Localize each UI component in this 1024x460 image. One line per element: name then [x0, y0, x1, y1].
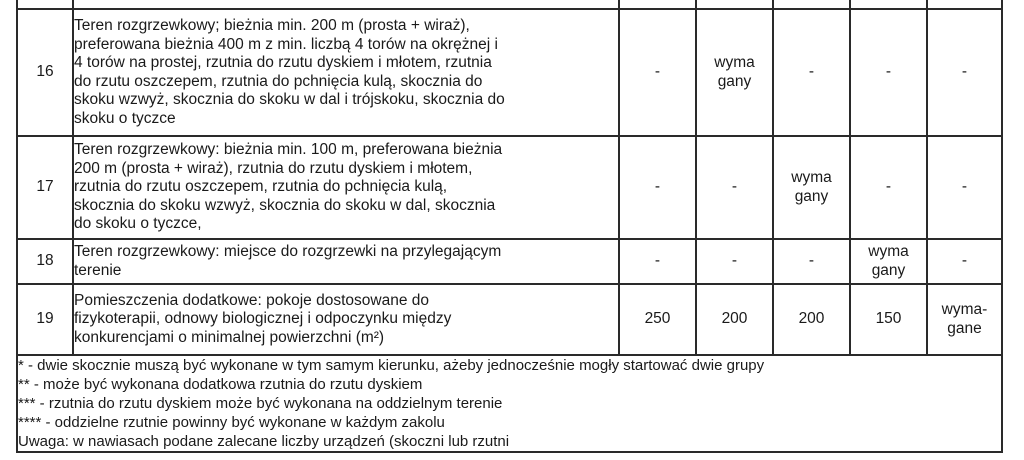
description-line: konkurencjami o minimalnej powierzchni (m²)	[74, 328, 385, 346]
value-cell	[927, 284, 1002, 355]
facility-requirements-table	[16, 0, 1003, 453]
description-line: do skoku o tyczce,	[74, 215, 202, 233]
value-text: -	[961, 63, 968, 81]
value-text: wyma	[868, 243, 909, 260]
value-cell	[619, 239, 696, 284]
value-text: gany	[871, 261, 906, 279]
description-line: Teren rozgrzewkowy: miejsce do rozgrzewki na przylegającym	[74, 243, 502, 260]
value-cell	[927, 136, 1002, 239]
notes-row	[17, 355, 1002, 452]
footnote-line: **** - oddzielne rzutnie powinny być wykonane w każdym zakolu	[18, 414, 445, 431]
value-cell	[696, 239, 773, 284]
value-cell	[850, 136, 927, 239]
value-text: -	[808, 252, 815, 270]
row-number: 19	[17, 284, 73, 355]
row-description	[73, 284, 619, 355]
value-text: -	[961, 252, 968, 270]
description-line: skoku wzwyż, skocznia do skoku w dal i trójskoku, skocznia do	[74, 91, 505, 108]
value-cell	[927, 239, 1002, 284]
value-cell	[850, 284, 927, 355]
value-text: -	[885, 178, 892, 196]
footnote-line: ** - może być wykonana dodatkowa rzutnia do rzutu dyskiem	[18, 376, 423, 393]
description-line: Teren rozgrzewkowy: bieżnia min. 100 m, preferowana bieżnia	[74, 141, 503, 159]
description-line: terenie	[74, 261, 122, 279]
value-text: -	[731, 178, 738, 196]
footnote-line: * - dwie skocznie muszą być wykonane w tym samym kierunku, ażeby jednocześnie mogły startować dwie grupy	[18, 357, 765, 374]
value-text: 150	[875, 310, 902, 328]
description-line: fizykoterapii, odnowy biologicznej i odpoczynku między	[74, 310, 452, 328]
row-number: 17	[17, 136, 73, 239]
value-text: 200	[721, 310, 748, 328]
description-line: skocznia do skoku wzwyż, skocznia do skoku w dal, skocznia	[74, 196, 496, 214]
value-text: -	[654, 252, 661, 270]
value-text: wyma-	[941, 301, 988, 318]
row-number: 18	[17, 239, 73, 284]
table-row	[17, 284, 1002, 355]
description-line: rzutnia do rzutu oszczepem, rzutnia do pchnięcia kulą,	[74, 178, 448, 196]
value-cell	[619, 9, 696, 136]
footnote-line: *** - rzutnia do rzutu dyskiem może być wykonana na oddzielnym terenie	[18, 395, 503, 412]
value-cell	[850, 239, 927, 284]
value-cell	[696, 284, 773, 355]
value-cell	[696, 136, 773, 239]
value-text: -	[961, 178, 968, 196]
value-cell	[619, 136, 696, 239]
value-text: -	[654, 63, 661, 81]
value-text: -	[808, 63, 815, 81]
value-text: wyma	[714, 54, 755, 71]
description-line: Pomieszczenia dodatkowe: pokoje dostosowane do	[74, 291, 430, 309]
row-description	[73, 136, 619, 239]
value-text: 250	[644, 310, 671, 328]
value-text: 200	[798, 310, 825, 328]
value-text: gany	[717, 72, 752, 90]
value-cell	[773, 9, 850, 136]
value-cell	[927, 9, 1002, 136]
footnotes	[17, 355, 1002, 452]
description-line: do rzutu oszczepem, rzutnia do pchnięcia kulą, skocznia do	[74, 72, 483, 90]
row-number: 16	[17, 9, 73, 136]
value-text: gany	[794, 187, 829, 205]
value-text: -	[885, 63, 892, 81]
description-line: Teren rozgrzewkowy; bieżnia min. 200 m (prosta + wiraż),	[74, 17, 470, 34]
value-cell	[773, 136, 850, 239]
table-row	[17, 9, 1002, 136]
value-text: gane	[947, 319, 982, 337]
table-row	[17, 136, 1002, 239]
description-line: skoku o tyczce	[74, 109, 176, 127]
row-description	[73, 239, 619, 284]
cropped-previous-row	[17, 0, 1002, 9]
value-cell	[850, 9, 927, 136]
row-description	[73, 9, 619, 136]
table-row	[17, 239, 1002, 284]
description-line: 4 torów na prostej, rzutnia do rzutu dyskiem i młotem, rzutnia	[74, 54, 492, 71]
description-line: 200 m (prosta + wiraż), rzutnia do rzutu dyskiem i młotem,	[74, 159, 473, 177]
value-text: wyma	[791, 169, 832, 186]
table-body	[17, 0, 1002, 452]
value-text: -	[731, 252, 738, 270]
footnote-line: Uwaga: w nawiasach podane zalecane liczby urządzeń (skoczni lub rzutni	[18, 433, 510, 450]
value-text: -	[654, 178, 661, 196]
value-cell	[696, 9, 773, 136]
value-cell	[773, 239, 850, 284]
value-cell	[619, 284, 696, 355]
value-cell	[773, 284, 850, 355]
description-line: preferowana bieżnia 400 m z min. liczbą 4 torów na okrężnej i	[74, 35, 498, 53]
